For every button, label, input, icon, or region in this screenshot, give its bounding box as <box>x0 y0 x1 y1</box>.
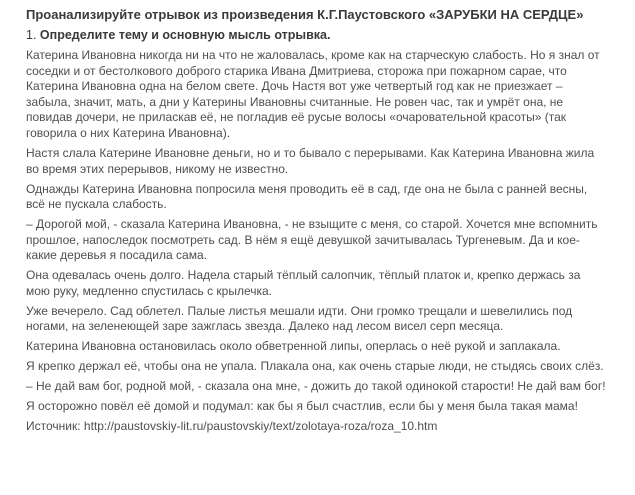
excerpt-paragraph: Я крепко держал её, чтобы она не упала. Плакала она, как очень старые люди, не стыдясь своих слёз. <box>26 359 604 374</box>
excerpt-paragraph: Она одевалась очень долго. Надела старый тёплый салопчик, тёплый платок и, крепко держась за мою руку, медленно спустилась с крылечка. <box>26 268 581 298</box>
document-title: Проанализируйте отрывок из произведения К.Г.Паустовского «ЗАРУБКИ НА СЕРДЦЕ» <box>26 7 584 22</box>
excerpt-paragraph: Настя слала Катерине Ивановне деньги, но и то бывало с перерывами. Как Катерина Ивановна жила во время этих перерывов, никому не известно. <box>26 145 595 176</box>
source-citation: Источник: http://paustovskiy-lit.ru/paustovskiy/text/zolotaya-roza/roza_10.htm <box>26 419 438 434</box>
excerpt-paragraph: Однажды Катерина Ивановна попросила меня проводить её в сад, где она не была с ранней весны, всё не пускала слабость. <box>26 181 588 212</box>
task-text: Определите тему и основную мысль отрывка. <box>39 28 331 42</box>
excerpt-paragraph: Я осторожно повёл её домой и подумал: как бы я был счастлив, если бы у меня была такая мама! <box>26 399 578 414</box>
task-prompt <box>26 27 606 44</box>
excerpt-paragraph: – Не дай вам бог, родной мой, - сказала она мне, - дожить до такой одинокой старости! Не дай вам бог! <box>26 379 606 394</box>
excerpt-paragraph: – Дорогой мой, - сказала Катерина Ивановна, - не взыщите с меня, со старой. Хочется мне вспомнить прошлое, напоследок посмотреть сад. В нём я ещё девушкой зачитывалась Тургеневым. Да и кое-какие деревья я посадила сама. <box>26 217 598 263</box>
task-number: 1. <box>26 28 37 42</box>
excerpt-paragraph: Катерина Ивановна остановилась около обветренной липы, оперлась о неё рукой и заплакала. <box>26 339 561 354</box>
excerpt-paragraph: Уже вечерело. Сад облетел. Палые листья мешали идти. Они громко трещали и шевелились под ногами, на зеленеющей заре зажглась звезда. Далеко над лесом висел серп месяца. <box>26 303 573 334</box>
excerpt-paragraph: Катерина Ивановна никогда ни на что не жаловалась, кроме как на старческую слабость. Но я знал от соседки и от бестолкового доброго старика Ивана Дмитриева, сторожа при пожарном сарае, что Катерина Ивановна одна на белом свете. Дочь Настя вот уже четвертый год как не приезжает – забыла, значит, мать, а дни у Катерины Ивановны считанные. Не ровен час, так и умрёт она, не повидав дочери, не приласкав её, не погладив её русые волосы «очаровательной красоты» (так говорила о них Катерина Ивановна). <box>26 48 600 140</box>
document <box>26 6 606 435</box>
